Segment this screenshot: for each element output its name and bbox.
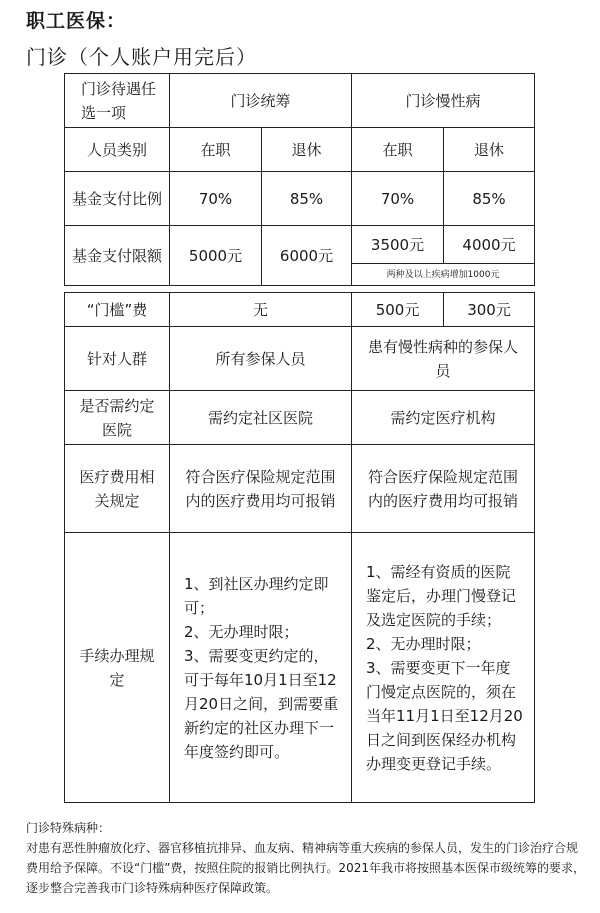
expense-label: 医疗费用相关规定 [65, 445, 170, 533]
limit-pooled-retired: 6000元 [262, 226, 352, 286]
threshold-chronic-retired: 300元 [444, 293, 535, 327]
procedure-chronic-item: 3、需要变更下一年度门慢定点医院的，须在当年11月1日至12月20日之间到医保经办机构办理变更登记手续。 [366, 658, 523, 773]
limit-note: 两种及以上疾病增加1000元 [352, 264, 535, 286]
limit-chronic-retired: 4000元 [444, 226, 535, 264]
limit-pooled-employed: 5000元 [170, 226, 262, 286]
ratio-pooled-employed: 70% [170, 172, 262, 226]
procedure-label: 手续办理规定 [65, 533, 170, 803]
threshold-label: “门槛”费 [65, 293, 170, 327]
procedure-chronic-item: 2、无办理时限； [366, 634, 481, 653]
threshold-chronic-employed: 500元 [352, 293, 444, 327]
expense-pooled: 符合医疗保险规定范围内的医疗费用均可报销 [170, 445, 352, 533]
page-subtitle: 门诊（个人账户用完后） [26, 45, 257, 69]
table-spacer [65, 286, 535, 293]
policy-table-container [64, 73, 534, 803]
category-label: 人员类别 [65, 128, 170, 172]
choice-header-cell: 门诊待遇任选一项 [65, 74, 170, 128]
footer-body: 对患有恶性肿瘤放化疗、器官移植抗排异、血友病、精神病等重大疾病的参保人员，发生的门诊治疗合规费用给予保障。不设“门槛”费，按照住院的报销比例执行。2021年我市将按照基本医保市级统筹的要求，逐步整合完善我市门诊特殊病种医疗保障政策。 [26, 841, 585, 895]
page-title: 职工医保： [26, 10, 127, 32]
hospital-pooled: 需约定社区医院 [170, 391, 352, 445]
limit-chronic-employed: 3500元 [352, 226, 444, 264]
ratio-label: 基金支付比例 [65, 172, 170, 226]
hospital-chronic: 需约定医疗机构 [352, 391, 535, 445]
procedure-pooled [170, 533, 352, 803]
threshold-pooled: 无 [170, 293, 352, 327]
special-disease-note [26, 818, 586, 898]
chronic-header-cell: 门诊慢性病 [352, 74, 535, 128]
footer-heading: 门诊特殊病种： [26, 821, 111, 835]
ratio-chronic-retired: 85% [444, 172, 535, 226]
category-chronic-employed: 在职 [352, 128, 444, 172]
category-chronic-retired: 退休 [444, 128, 535, 172]
category-pooled-retired: 退休 [262, 128, 352, 172]
procedure-pooled-item: 3、需要变更约定的，可于每年10月1日至12月20日之间，到需要重新约定的社区办理下一年度签约即可。 [184, 646, 339, 761]
ratio-pooled-retired: 85% [262, 172, 352, 226]
procedure-chronic-item: 1、需经有资质的医院鉴定后，办理门慢登记及选定医院的手续； [366, 562, 517, 629]
policy-table [64, 73, 535, 803]
procedure-pooled-item: 1、到社区办理约定即可； [184, 574, 329, 617]
target-pooled: 所有参保人员 [170, 327, 352, 391]
hospital-label: 是否需约定医院 [65, 391, 170, 445]
target-chronic: 患有慢性病种的参保人员 [352, 327, 535, 391]
ratio-chronic-employed: 70% [352, 172, 444, 226]
limit-label: 基金支付限额 [65, 226, 170, 286]
procedure-pooled-item: 2、无办理时限； [184, 622, 299, 641]
category-pooled-employed: 在职 [170, 128, 262, 172]
target-label: 针对人群 [65, 327, 170, 391]
expense-chronic: 符合医疗保险规定范围内的医疗费用均可报销 [352, 445, 535, 533]
procedure-chronic [352, 533, 535, 803]
pooled-header-cell: 门诊统筹 [170, 74, 352, 128]
